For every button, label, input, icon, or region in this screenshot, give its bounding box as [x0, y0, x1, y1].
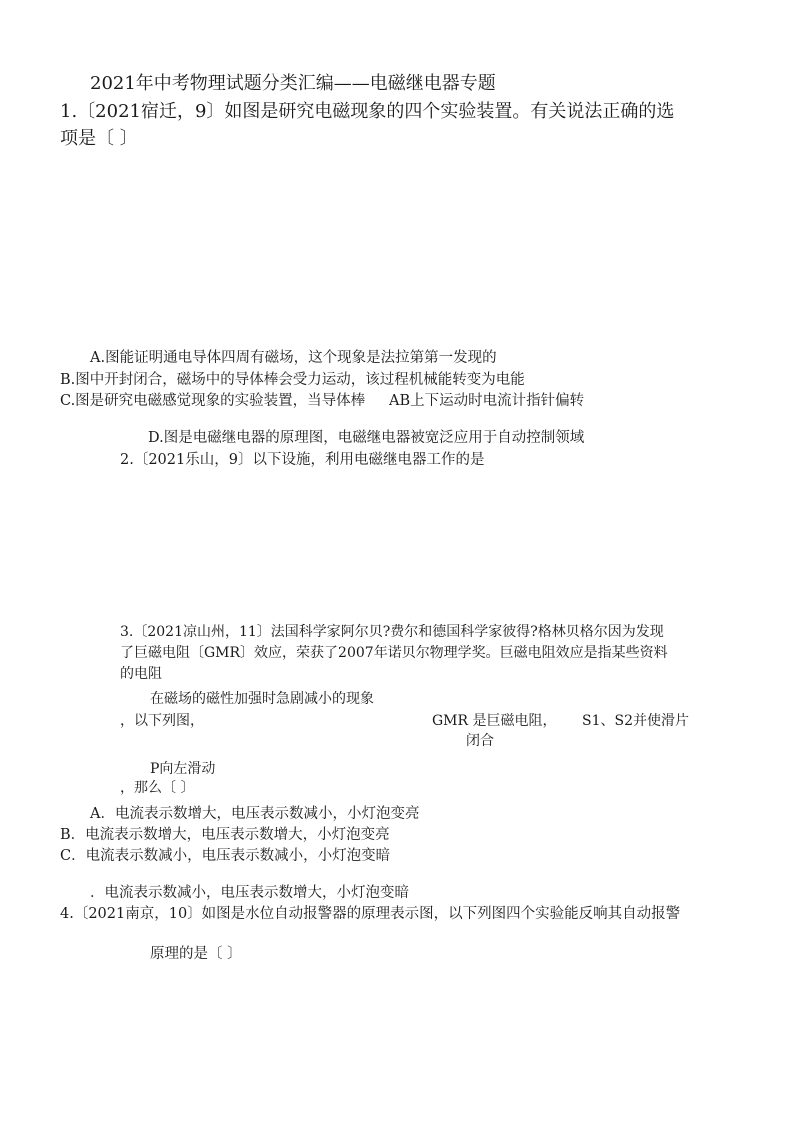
q3-option-c: C．电流表示数减小，电压表示数减小，小灯泡变暗: [60, 848, 391, 864]
q1-stem-line-2: 项是〔 〕: [60, 128, 138, 149]
q1-option-c-cont: AB上下运动时电流计指针偏转: [389, 393, 585, 409]
q3-option-b: B．电流表示数增大，电压表示数增大，小灯泡变亮: [60, 827, 390, 843]
document-title: 2021年中考物理试题分类汇编——电磁继电器专题: [90, 73, 496, 94]
q3-stem-line-4: 在磁场的磁性加强时急剧减小的现象: [150, 691, 374, 707]
q1-option-a: A.图能证明通电导体四周有磁场，这个现象是法拉第第一发现的: [90, 350, 497, 366]
q1-option-b: B.图中开封闭合，磁场中的导体棒会受力运动，该过程机械能转变为电能: [60, 372, 525, 388]
q3-stem-line-5a: ，以下列图，: [120, 713, 204, 729]
q3-stem-line-3: 的电阻: [120, 666, 162, 682]
q1-stem-line-1: 1.〔2021宿迁，9〕如图是研究电磁现象的四个实验装置。有关说法正确的选: [60, 101, 675, 122]
q3-stem-line-1: 3.〔2021凉山州，11〕法国科学家阿尔贝?费尔和德国科学家彼得?格林贝格尔因为发现: [120, 624, 664, 640]
q3-option-a: A．电流表示数增大，电压表示数减小，小灯泡变亮: [90, 806, 420, 822]
q3-stem-line-8: ，那么〔 〕: [120, 780, 195, 796]
q1-option-d: D.图是电磁继电器的原理图，电磁继电器被宽泛应用于自动控制领域: [148, 430, 585, 446]
q3-stem-line-5c: S1、S2并使滑片: [582, 713, 689, 729]
q3-stem-line-5b: GMR 是巨磁电阻，: [432, 713, 557, 729]
q3-stem-line-7: P向左滑动: [150, 761, 216, 777]
q4-stem-line-2: 原理的是〔 〕: [150, 946, 242, 962]
q3-stem-line-6: 闭合: [466, 733, 494, 749]
q3-option-d: ．电流表示数减小，电压表示数增大，小灯泡变暗: [90, 885, 409, 901]
q1-option-c: C.图是研究电磁感觉现象的实验装置，当导体棒: [60, 393, 366, 409]
q2-stem: 2.〔2021乐山，9〕以下设施，利用电磁继电器工作的是: [120, 452, 485, 468]
q3-stem-line-2: 了巨磁电阻〔GMR〕效应，荣获了2007年诺贝尔物理学奖。巨磁电阻效应是指某些资料: [120, 645, 668, 661]
q4-stem-line-1: 4.〔2021南京，10〕如图是水位自动报警器的原理表示图，以下列图四个实验能反响其自动报警: [60, 906, 681, 922]
